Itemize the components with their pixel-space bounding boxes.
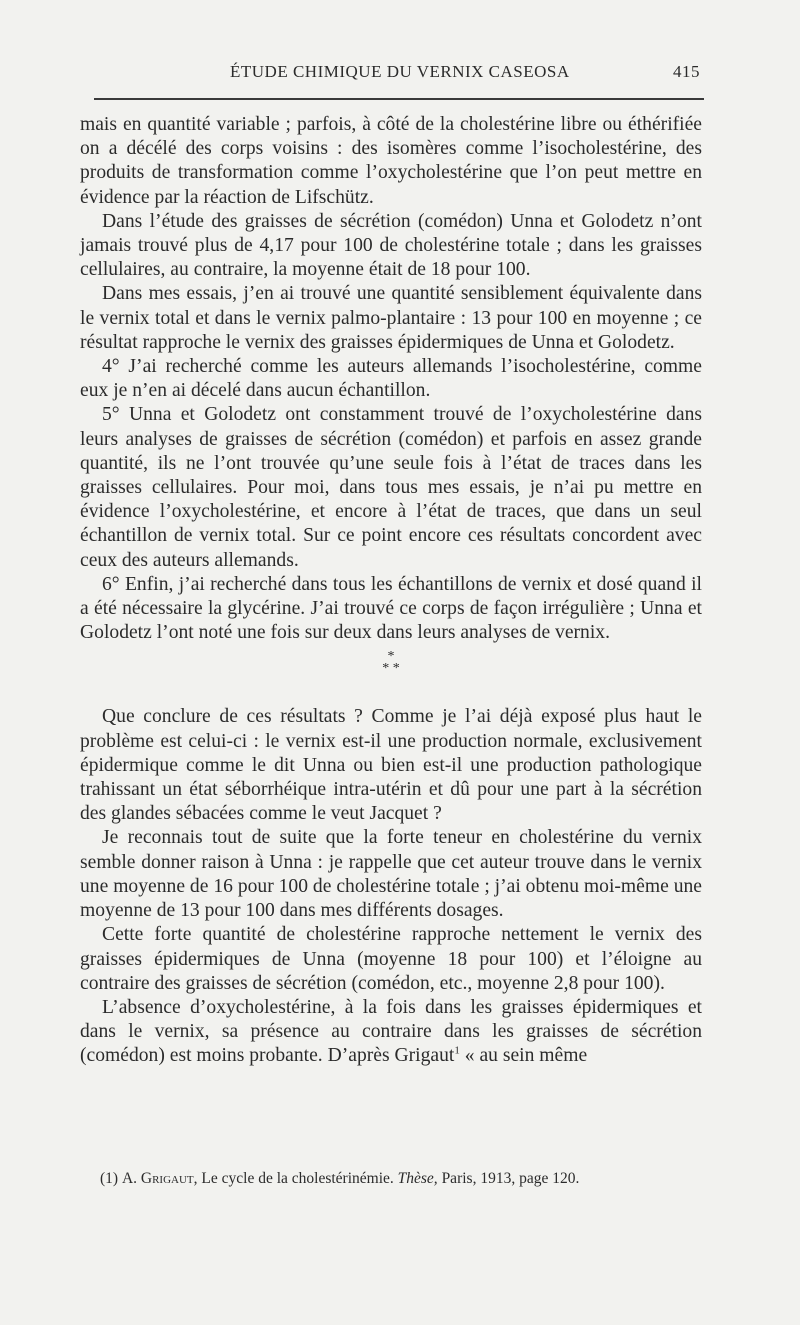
paragraph: 6° Enfin, j’ai recherché dans tous les échantillons de vernix et dosé quand il a été nécessaire la glycérine. J’ai trouvé ce corps de façon irrégulière ; Unna et Golodetz l’ont noté une fois sur deux dans leurs analyses de vernix. xyxy=(80,573,702,644)
footnote-kind: Thèse, xyxy=(397,1170,438,1187)
separator-star-top: * xyxy=(387,649,395,665)
paragraph: Cette forte quantité de cholestérine rapproche nettement le vernix des graisses épidermiques de Unna (moyenne 18 pour 100) et l’éloigne au contraire des graisses de sécrétion (comédon, etc., moyenne 2,8 pour 100). xyxy=(80,924,702,994)
running-head xyxy=(80,62,700,86)
body-text xyxy=(80,113,702,1069)
paragraph xyxy=(80,996,702,1069)
paragraph: 4° J’ai recherché comme les auteurs allemands l’isocholestérine, comme eux je n’en ai décelé dans aucun échantillon. xyxy=(80,356,702,402)
paragraph: Je reconnais tout de suite que la forte teneur en cholestérine du vernix semble donner raison à Unna : je rappelle que cet auteur trouve dans le vernix une moyenne de 16 pour 100 de cholestérine totale ; j’ai obtenu moi-même une moyenne de 13 pour 100 dans mes différents dosages. xyxy=(80,827,702,922)
paragraph: Dans l’étude des graisses de sécrétion (comédon) Unna et Golodetz n’ont jamais trouvé plus de 4,17 pour 100 de cholestérine totale ; dans les graisses cellulaires, au contraire, la moyenne était de 18 pour 100. xyxy=(80,210,702,281)
footnote-number: (1) xyxy=(100,1170,119,1187)
running-title: ÉTUDE CHIMIQUE DU VERNIX CASEOSA xyxy=(230,62,570,81)
footnote-reference: 1 xyxy=(454,1044,460,1057)
footnote-rest: Paris, 1913, page 120. xyxy=(437,1170,580,1187)
paragraph-text-end: « au sein même xyxy=(459,1045,588,1067)
paragraph: Que conclure de ces résultats ? Comme je l’ai déjà exposé plus haut le problème est celui-ci : le vernix est-il une production normale, exclusivement épidermique comme le dit Unna ou bien est-il une production pathologique trahissant un état séborrhéique intra-utérin et dû pour une part à la sécrétion des glandes sébacées comme le veut Jacquet ? xyxy=(80,706,702,825)
footnote-title: Le cycle de la cholestérinémie. xyxy=(197,1170,398,1187)
section-separator xyxy=(80,651,702,675)
paragraph: 5° Unna et Golodetz ont constamment trouvé de l’oxycholestérine dans leurs analyses de graisses de sécrétion (comédon) et parfois en assez grande quantité, ils ne l’ont trouvée qu’une seule fois à l’état de traces dans les graisses cellulaires. Pour moi, dans tous mes essais, je n’ai pu mettre en évidence l’oxycholestérine, et encore à l’état de traces, que dans un seul échantillon de vernix total. Sur ce point encore ces résultats concordent avec ceux des auteurs allemands. xyxy=(80,404,702,571)
footnote-author: A. Grigaut, xyxy=(121,1170,198,1187)
separator-star-bottom: * * xyxy=(382,661,400,677)
paragraph: Dans mes essais, j’en ai trouvé une quantité sensiblement équivalente dans le vernix total et dans le vernix palmo-plantaire : 13 pour 100 en moyenne ; ce résultat rapproche le vernix des graisses épidermiques de Unna et Golodetz. xyxy=(80,283,702,353)
page-number: 415 xyxy=(673,62,700,81)
paragraph: mais en quantité variable ; parfois, à côté de la cholestérine libre ou éthérifiée on a décélé des corps voisins : des isomères comme l’isocholestérine, des produits de transformation comme l’oxycholestérine que l’on peut mettre en évidence par la réaction de Lifschütz. xyxy=(80,114,702,208)
paragraph-text: L’absence d’oxycholestérine, à la fois dans les graisses épidermiques et dans le vernix, sa présence au contraire dans les graisses de sécrétion (comédon) est moins probante. D’après Grigaut xyxy=(80,996,702,1067)
header-rule xyxy=(94,98,704,100)
footnote xyxy=(100,1170,700,1188)
